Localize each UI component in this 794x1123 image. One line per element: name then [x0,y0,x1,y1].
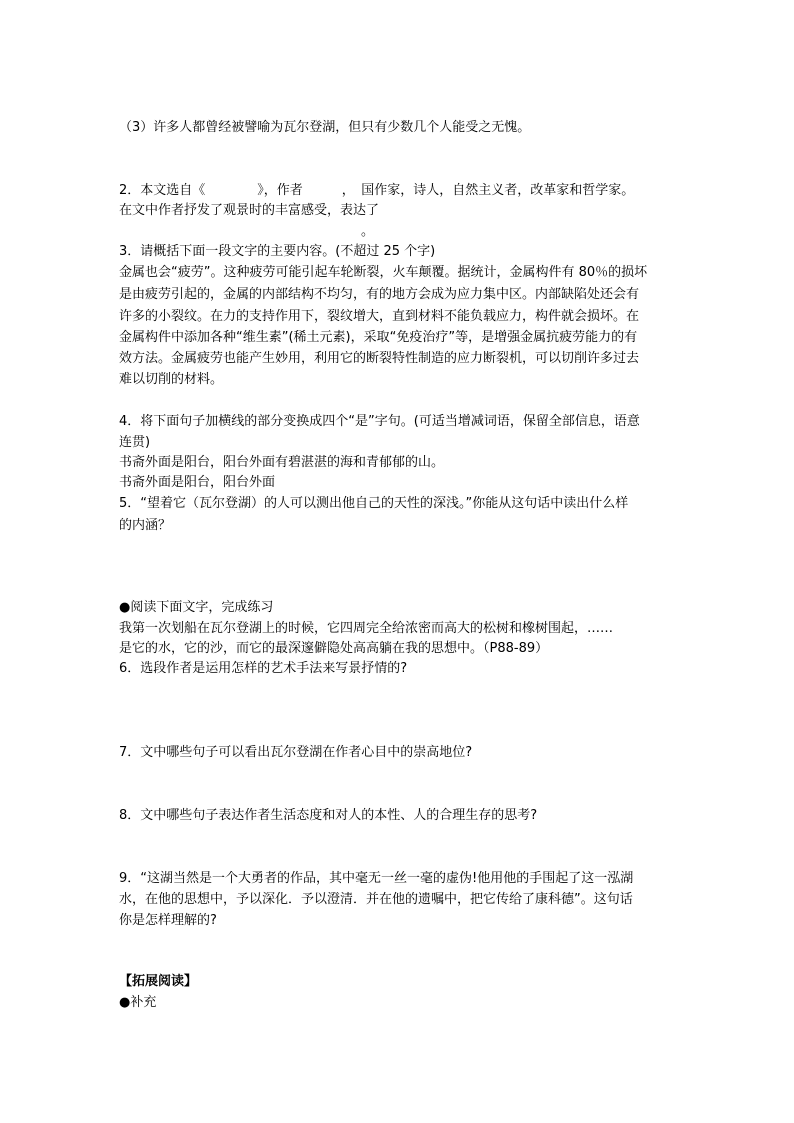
reading-excerpt: 我第一次划船在瓦尔登湖上的时候，它四周完全给浓密而高大的松树和橡树围起，…… [119,621,614,636]
passage-line: 许多的小裂纹。在力的支持作用下，裂纹增大，直到材料不能负载应力，构件就会损坏。在 [119,309,640,324]
question-2-text-cont: 在文中作者抒发了观景时的丰富感受，表达了 [119,203,380,218]
passage-line: 金属构件中添加各种“维生素”(稀土元素)，采取“免疫治疗”等，是增强金属抗疲劳能力的有 [119,330,638,345]
reading-heading: ●阅读下面文字，完成练习 [119,600,274,615]
question-8-prompt: 8．文中哪些句子表达作者生活态度和对人的本性、人的合理生存的思考? [119,808,538,823]
passage-line: 金属也会“疲劳”。这种疲劳可能引起车轮断裂，火车颠覆。据统计，金属构件有 80％的损坏 [119,265,648,280]
extended-reading-heading: 【拓展阅读】 [119,974,198,989]
question-9-prompt: 9．“这湖当然是一个大勇者的作品，其中毫无一丝一毫的虚伪!他用他的手围起了这一泓湖 [119,871,634,886]
passage-line: 难以切削的材料。 [119,372,224,387]
question-2-text: 2．本文选自《 》，作者 ， 国作家，诗人，自然主义者，改革家和哲学家。 [119,183,635,198]
reading-excerpt: 是它的水，它的沙，而它的最深邃僻隐处高高躺在我的思想中。（P88-89） [119,641,549,656]
passage-line: 效方法。金属疲劳也能产生妙用，利用它的断裂特性制造的应力断裂机，可以切削许多过去 [119,351,640,366]
question-4-prompt-cont: 连贯) [119,435,151,450]
question-5-prompt-cont: 的内涵？ [119,518,172,533]
question-4-sentence: 书斋外面是阳台，阳台外面有碧湛湛的海和青郁郁的山。 [119,455,445,470]
question-5-prompt: 5．“望着它（瓦尔登湖）的人可以测出他自己的天性的深浅。”你能从这句话中读出什么样 [119,496,629,511]
question-7-prompt: 7．文中哪些句子可以看出瓦尔登湖在作者心目中的崇高地位? [119,745,473,760]
question-4-prompt: 4．将下面句子加横线的部分变换成四个“是”字句。(可适当增减词语，保留全部信息，语意 [119,414,640,429]
question-9-prompt-cont: 水，在他的思想中，予以深化．予以澄清．并在他的遗嘱中，把它传给了康科德”。这句话 [119,892,633,907]
passage-line: 是由疲劳引起的，金属的内部结构不均匀，有的地方会成为应力集中区。内部缺陷处还会有 [119,287,640,302]
question-3-prompt: 3．请概括下面一段文字的主要内容。(不超过 25 个字) [119,244,436,259]
question-1-3-text: （3）许多人都曾经被譬喻为瓦尔登湖，但只有少数几个人能受之无愧。 [119,120,531,135]
question-2-answer-end: 。 [361,224,375,239]
question-6-prompt: 6．选段作者是运用怎样的艺术手法来写景抒情的? [119,661,408,676]
question-9-prompt-cont: 你是怎样理解的? [119,913,217,928]
supplement-label: ●补充 [119,995,157,1010]
question-4-answer-start: 书斋外面是阳台，阳台外面 [119,475,276,490]
